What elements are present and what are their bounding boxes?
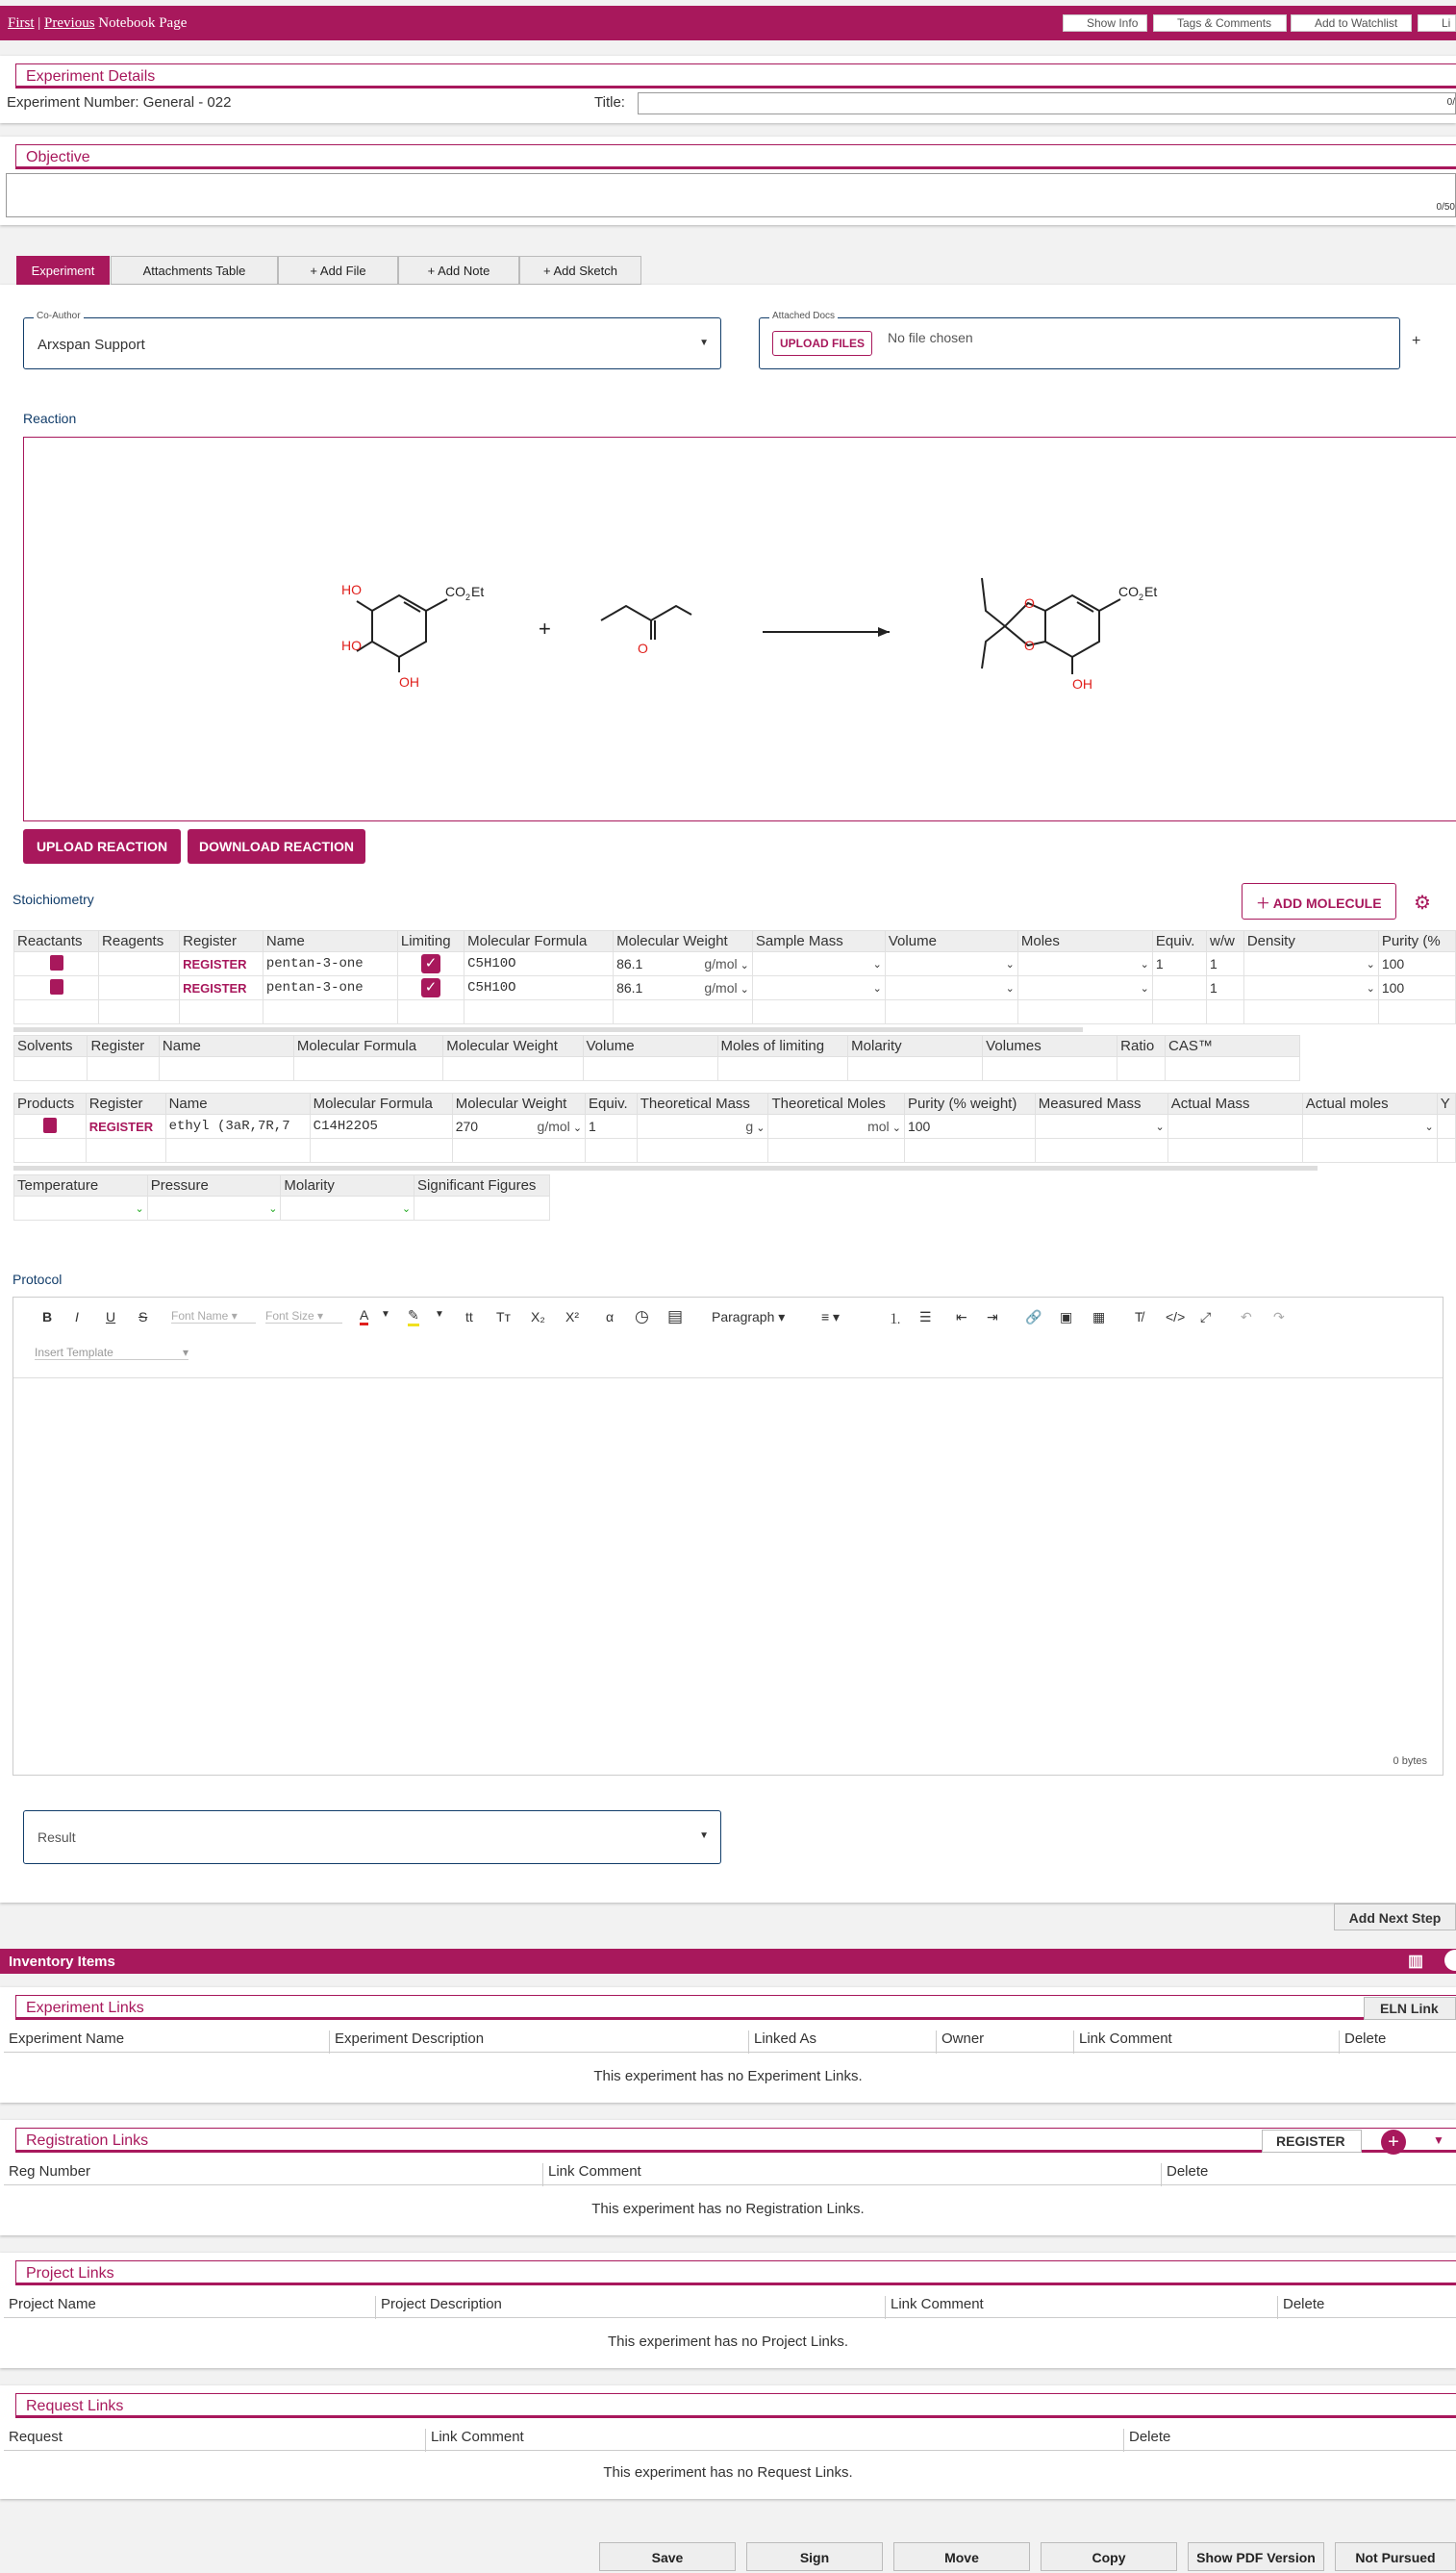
chevron-down-icon: ⌄ [1424, 1121, 1434, 1133]
col-purity: Purity (% [1378, 931, 1455, 952]
conditions-row [14, 1197, 550, 1221]
add-registration-icon[interactable]: + [1381, 2130, 1406, 2155]
font-name-placeholder: Font Name [171, 1309, 229, 1323]
title-counter: 0/ [1446, 97, 1455, 108]
solvents-header-row [14, 1036, 1300, 1057]
add-molecule-label: ADD MOLECULE [1272, 896, 1382, 911]
col-temperature: Temperature [14, 1175, 148, 1197]
add-doc-plus[interactable]: + [1412, 333, 1421, 349]
upload-reaction-button[interactable]: UPLOAD REACTION [23, 829, 181, 864]
protocol-text-area[interactable] [13, 1380, 1443, 1755]
result-select[interactable] [23, 1810, 721, 1864]
experiment-details-section [0, 56, 1456, 123]
product-oh: OH [1072, 676, 1092, 692]
trash-icon[interactable] [50, 979, 63, 995]
col-significant-figures: Significant Figures [414, 1175, 550, 1197]
project-links-header: Project Links [15, 2260, 1456, 2285]
experiment-links-columns [4, 2026, 1456, 2053]
clear-format-icon[interactable]: T̸ [1135, 1309, 1143, 1324]
redo-icon[interactable]: ↷ [1273, 1309, 1285, 1324]
col-mw: Molecular Weight [614, 931, 753, 952]
tab-add-file[interactable]: + Add File [278, 256, 398, 285]
col-formula: Molecular Formula [464, 931, 614, 952]
attached-docs-legend: Attached Docs [769, 311, 838, 321]
insert-template-placeholder: Insert Template [35, 1346, 113, 1359]
col-delete: Delete [1123, 2429, 1170, 2452]
bullet-list-icon[interactable]: ☰ [919, 1309, 932, 1324]
sample-mass-cell[interactable] [752, 952, 885, 976]
col-volume: Volume [885, 931, 1017, 952]
inventory-items-label: Inventory Items [9, 1954, 115, 1970]
bold-icon[interactable]: B [42, 1309, 53, 1324]
download-reaction-button[interactable]: DOWNLOAD REACTION [188, 829, 365, 864]
outdent-icon[interactable]: ⇤ [956, 1309, 967, 1324]
reaction-plus: + [539, 617, 551, 641]
objective-counter: 0/50 [1436, 202, 1455, 213]
col-purity: Purity (% weight) [904, 1094, 1035, 1115]
col-actual-mass: Actual Mass [1167, 1094, 1302, 1115]
unit-select[interactable]: g/mol ⌄ [704, 980, 749, 996]
col-project-name: Project Name [9, 2296, 96, 2312]
pressure-cell[interactable] [147, 1197, 281, 1221]
unit-select[interactable]: g/mol ⌄ [537, 1119, 583, 1134]
superscript-icon[interactable]: X² [565, 1309, 579, 1324]
col-formula: Molecular Formula [310, 1094, 452, 1115]
theoretical-mass-cell[interactable] [637, 1115, 768, 1139]
image-icon[interactable]: ▣ [1060, 1309, 1073, 1324]
col-formula: Molecular Formula [293, 1036, 442, 1057]
sig-figs-cell[interactable] [414, 1197, 550, 1221]
eln-link-button[interactable]: ELN Link [1364, 1997, 1456, 2020]
stoichiometry-label: Stoichiometry [13, 892, 94, 907]
clock-icon[interactable]: ◷ [635, 1307, 649, 1325]
col-equiv: Equiv. [586, 1094, 638, 1115]
chevron-down-icon: ⌄ [1140, 982, 1149, 995]
register-link[interactable]: REGISTER [183, 981, 247, 996]
paragraph-select[interactable]: Paragraph ▾ [712, 1309, 786, 1324]
not-pursued-button[interactable]: Not Pursued [1335, 2542, 1456, 2571]
objective-section [0, 137, 1456, 225]
chevron-down-icon: ▼ [699, 338, 709, 348]
col-limiting: Limiting [397, 931, 464, 952]
experiment-number-value: General - 022 [142, 94, 232, 111]
mw-value: 86.1 [616, 980, 643, 996]
font-size-placeholder: Font Size [265, 1309, 314, 1323]
col-equiv: Equiv. [1152, 931, 1206, 952]
product-row [14, 1115, 1456, 1139]
purity-cell[interactable]: 100 [1378, 976, 1455, 1000]
moles-unit: mol [867, 1119, 890, 1134]
reactants-header-row [14, 931, 1456, 952]
highlight-icon[interactable]: ✎ [408, 1307, 419, 1326]
unit-select[interactable]: mol ⌄ [867, 1119, 901, 1134]
products-table [13, 1093, 1456, 1163]
inventory-items-bar [0, 1949, 1456, 1974]
chevron-down-icon: ⌄ [1155, 1121, 1165, 1133]
col-reactants: Reactants [14, 931, 99, 952]
chevron-down-icon: ⌄ [1366, 982, 1375, 995]
col-volumes: Volumes [983, 1036, 1117, 1057]
products-scrollbar[interactable] [13, 1166, 1318, 1171]
request-links-columns [4, 2424, 1456, 2451]
coauthor-select[interactable] [23, 311, 721, 369]
align-left-icon[interactable]: ≡ ▾ [821, 1309, 841, 1324]
registration-links-columns [4, 2158, 1456, 2185]
font-name-select[interactable]: Font Name ▾ [171, 1309, 256, 1324]
ketone-o: O [638, 641, 648, 656]
mw-unit: g/mol [704, 980, 738, 996]
table-icon[interactable]: ▦ [1092, 1309, 1106, 1324]
sample-mass-cell[interactable] [752, 976, 885, 1000]
limiting-checkbox[interactable]: ✓ [421, 978, 440, 997]
col-ww: w/w [1207, 931, 1244, 952]
project-links-columns [4, 2291, 1456, 2318]
tab-experiment[interactable]: Experiment [16, 256, 110, 285]
notebook-page-text: Notebook Page [98, 15, 188, 31]
col-delete: Delete [1277, 2296, 1324, 2319]
product-co2et: CO [1118, 584, 1139, 599]
registration-links-empty: This experiment has no Registration Links. [591, 2201, 865, 2217]
text-case-icon[interactable]: tt [465, 1309, 473, 1324]
fullscreen-icon[interactable]: ⤢ [1200, 1309, 1212, 1324]
reactant-row [14, 952, 1456, 976]
list-button[interactable]: Li [1418, 14, 1456, 32]
coauthor-value: Arxspan Support [38, 337, 145, 353]
product-mw[interactable] [452, 1115, 585, 1139]
registration-links-header: Registration Links [15, 2128, 1456, 2153]
col-molarity: Molarity [848, 1036, 983, 1057]
theoretical-moles-cell[interactable] [768, 1115, 904, 1139]
move-button[interactable]: Move [893, 2542, 1030, 2571]
limiting-checkbox[interactable]: ✓ [421, 954, 440, 973]
strikethrough-icon[interactable]: S [138, 1309, 148, 1324]
notebook-nav [8, 15, 187, 32]
plus-icon: ＋ [1256, 896, 1273, 911]
project-links-section [0, 2253, 1456, 2368]
title-input[interactable] [638, 92, 1456, 114]
first-link[interactable]: First [8, 15, 35, 31]
registration-links-section [0, 2120, 1456, 2235]
reaction-canvas[interactable] [23, 437, 1456, 821]
chevron-down-icon: ⌄ [1366, 958, 1375, 971]
ww-cell[interactable]: 1 [1207, 952, 1244, 976]
reactants-table [13, 930, 1456, 1024]
col-owner: Owner [936, 2031, 984, 2054]
experiment-number [7, 94, 231, 111]
reactant-co2et: CO [445, 584, 465, 599]
indent-icon[interactable]: ⇥ [987, 1309, 998, 1324]
col-pressure: Pressure [147, 1175, 281, 1197]
text-color-icon[interactable]: A [360, 1307, 368, 1325]
col-register: Register [86, 1094, 165, 1115]
reactant-formula[interactable]: C5H10O [464, 952, 614, 976]
tab-attachments-table[interactable]: Attachments Table [111, 256, 278, 285]
actual-moles-cell[interactable] [1302, 1115, 1437, 1139]
col-name: Name [263, 931, 397, 952]
equiv-cell[interactable]: 1 [1152, 952, 1206, 976]
col-link-comment: Link Comment [885, 2296, 984, 2319]
reaction-label: Reaction [23, 411, 77, 426]
add-to-watchlist-button[interactable]: Add to Watchlist [1291, 14, 1412, 32]
col-yield: Y [1437, 1094, 1455, 1115]
density-cell[interactable] [1243, 976, 1378, 1000]
reactant-mw[interactable] [614, 952, 753, 976]
conditions-header-row [14, 1175, 550, 1197]
reactant-name[interactable]: pentan-3-one [263, 976, 397, 1000]
col-cas: CAS™ [1166, 1036, 1300, 1057]
top-nav-bar [0, 6, 1456, 40]
experiment-details-header: Experiment Details [15, 63, 1456, 88]
paragraph-value: Paragraph [712, 1309, 775, 1324]
col-actual-moles: Actual moles [1302, 1094, 1437, 1115]
font-size-select[interactable]: Font Size ▾ [265, 1309, 342, 1324]
byte-count: 0 bytes [1393, 1755, 1427, 1767]
result-placeholder: Result [38, 1829, 76, 1845]
reactant-ho-bottom: HO [341, 638, 362, 653]
special-chars-icon[interactable]: α [606, 1309, 615, 1324]
chevron-down-icon[interactable]: ▼ [381, 1309, 390, 1320]
col-delete: Delete [1339, 2031, 1386, 2054]
col-name: Name [159, 1036, 293, 1057]
col-request: Request [9, 2429, 63, 2445]
mass-unit: g [745, 1119, 754, 1134]
trash-icon[interactable] [50, 955, 63, 971]
title-label: Title: [594, 94, 625, 111]
undo-icon[interactable]: ↶ [1241, 1309, 1252, 1324]
solvents-table [13, 1035, 1300, 1081]
reactant-co2et-sub: 2 [465, 593, 471, 602]
register-button[interactable]: REGISTER [1262, 2130, 1362, 2153]
chevron-down-icon: ⌄ [268, 1202, 278, 1215]
experiment-links-section [0, 1987, 1456, 2103]
product-name[interactable]: ethyl (3aR,7R,7 [165, 1115, 310, 1139]
sign-button[interactable]: Sign [746, 2542, 883, 2571]
col-mw: Molecular Weight [443, 1036, 583, 1057]
project-links-empty: This experiment has no Project Links. [607, 2333, 849, 2350]
reactant-name[interactable]: pentan-3-one [263, 952, 397, 976]
code-view-icon[interactable]: </> [1166, 1309, 1186, 1324]
protocol-editor [13, 1297, 1443, 1776]
product-equiv[interactable]: 1 [586, 1115, 638, 1139]
col-sample-mass: Sample Mass [752, 931, 885, 952]
col-project-description: Project Description [375, 2296, 502, 2319]
editor-toolbar [13, 1298, 1443, 1378]
previous-link[interactable]: Previous [44, 15, 95, 31]
chevron-down-icon: ▼ [699, 1830, 709, 1841]
request-links-empty: This experiment has no Request Links. [603, 2464, 853, 2481]
products-header-row [14, 1094, 1456, 1115]
tab-add-sketch[interactable]: + Add Sketch [519, 256, 641, 285]
molarity-cell[interactable] [281, 1197, 414, 1221]
col-link-comment: Link Comment [1073, 2031, 1172, 2054]
subscript-icon[interactable]: X₂ [531, 1309, 545, 1324]
no-file-text: No file chosen [888, 330, 973, 345]
save-button[interactable]: Save [599, 2542, 736, 2571]
chevron-down-icon: ⌄ [1140, 958, 1149, 971]
col-solvents: Solvents [14, 1036, 88, 1057]
temperature-cell[interactable] [14, 1197, 148, 1221]
experiment-links-header: Experiment Links [15, 1995, 1456, 2020]
chevron-down-icon[interactable]: ▼ [435, 1309, 444, 1320]
product-o-bottom: O [1024, 638, 1035, 653]
volume-cell[interactable] [885, 976, 1017, 1000]
col-mw: Molecular Weight [452, 1094, 585, 1115]
nav-separator: | [38, 15, 41, 31]
reactant-empty-row [14, 1000, 1456, 1024]
link-icon[interactable]: 🔗 [1025, 1309, 1042, 1324]
barcode-icon[interactable]: ▥ [1408, 1952, 1424, 1970]
col-measured-mass: Measured Mass [1035, 1094, 1167, 1115]
chevron-down-icon[interactable]: ▼ [1433, 2133, 1444, 2147]
chevron-down-icon: ▾ [182, 1346, 188, 1359]
ordered-list-icon[interactable]: ⒈ [889, 1311, 902, 1326]
reactants-scrollbar[interactable] [13, 1027, 1083, 1032]
chevron-down-icon: ⌄ [872, 982, 882, 995]
chevron-down-icon: ⌄ [401, 1202, 412, 1215]
reactant-ho-top: HO [341, 582, 362, 597]
add-molecule-button[interactable] [1242, 883, 1396, 920]
tags-comments-button[interactable]: Tags & Comments [1153, 14, 1287, 32]
col-linked-as: Linked As [748, 2031, 816, 2054]
volume-cell[interactable] [885, 952, 1017, 976]
experiment-number-label: Experiment Number: [7, 94, 139, 111]
col-reg-number: Reg Number [9, 2163, 91, 2180]
reaction-scheme [24, 438, 1456, 822]
product-empty-row [14, 1139, 1456, 1163]
col-moles-limiting: Moles of limiting [717, 1036, 848, 1057]
objective-header: Objective [15, 144, 1456, 169]
gear-icon[interactable]: ⚙ [1414, 893, 1431, 914]
solvent-empty-row [14, 1057, 1300, 1081]
density-cell[interactable] [1243, 952, 1378, 976]
add-inventory-icon[interactable] [1444, 1950, 1456, 1971]
chevron-down-icon: ⌄ [1005, 982, 1015, 995]
actual-mass-cell[interactable] [1167, 1115, 1302, 1139]
chevron-down-icon: ⌄ [872, 958, 882, 971]
show-info-button[interactable]: Show Info [1063, 14, 1147, 32]
product-co2et-sub: 2 [1139, 593, 1144, 602]
col-name: Name [165, 1094, 310, 1115]
reactant-mw[interactable] [614, 976, 753, 1000]
col-register: Register [180, 931, 264, 952]
col-products: Products [14, 1094, 87, 1115]
unit-select[interactable]: g/mol ⌄ [704, 956, 749, 971]
protocol-label: Protocol [13, 1272, 63, 1287]
objective-input[interactable] [6, 173, 1456, 217]
italic-icon[interactable]: I [75, 1309, 79, 1324]
reactant-formula[interactable]: C5H10O [464, 976, 614, 1000]
product-co2et-tail: Et [1144, 584, 1158, 599]
chevron-down-icon: ⌄ [1005, 958, 1015, 971]
yield-cell[interactable] [1437, 1115, 1455, 1139]
col-link-comment: Link Comment [542, 2163, 641, 2186]
col-molarity: Molarity [281, 1175, 414, 1197]
mw-unit: g/mol [537, 1119, 570, 1134]
col-ratio: Ratio [1117, 1036, 1166, 1057]
experiment-links-empty: This experiment has no Experiment Links. [593, 2068, 863, 2084]
col-experiment-description: Experiment Description [329, 2031, 484, 2054]
measured-mass-cell[interactable] [1035, 1115, 1167, 1139]
copy-button[interactable]: Copy [1041, 2542, 1177, 2571]
underline-icon[interactable]: U [106, 1309, 116, 1324]
product-purity[interactable]: 100 [904, 1115, 1035, 1139]
register-link[interactable]: REGISTER [183, 957, 247, 971]
moles-cell[interactable] [1017, 952, 1152, 976]
product-o-top: O [1024, 595, 1035, 611]
mw-value: 86.1 [616, 956, 643, 971]
mw-value: 270 [455, 1119, 479, 1134]
upload-files-button[interactable]: UPLOAD FILES [772, 331, 872, 356]
register-link[interactable]: REGISTER [88, 1120, 154, 1134]
col-reagents: Reagents [99, 931, 180, 952]
chevron-down-icon: ⌄ [135, 1202, 144, 1215]
reactant-co2et-tail: Et [471, 584, 485, 599]
col-moles: Moles [1017, 931, 1152, 952]
show-pdf-button[interactable]: Show PDF Version [1188, 2542, 1324, 2571]
moles-cell[interactable] [1017, 976, 1152, 1000]
request-links-header: Request Links [15, 2393, 1456, 2418]
trash-icon[interactable] [43, 1118, 57, 1133]
reactant-row [14, 976, 1456, 1000]
attached-docs-field [759, 311, 1400, 369]
ww-cell[interactable]: 1 [1207, 976, 1244, 1000]
reactant-oh: OH [399, 674, 419, 690]
col-theoretical-mass: Theoretical Mass [637, 1094, 768, 1115]
mw-unit: g/mol [704, 956, 738, 971]
conditions-table [13, 1174, 550, 1221]
tab-add-note[interactable]: + Add Note [398, 256, 519, 285]
request-links-section [0, 2385, 1456, 2499]
col-link-comment: Link Comment [425, 2429, 524, 2452]
coauthor-legend: Co-Author [34, 311, 84, 321]
col-theoretical-moles: Theoretical Moles [768, 1094, 904, 1115]
col-density: Density [1243, 931, 1378, 952]
col-register: Register [88, 1036, 159, 1057]
add-next-step-button[interactable]: Add Next Step [1334, 1904, 1456, 1930]
font-transform-icon[interactable]: Tт [496, 1309, 511, 1324]
purity-cell[interactable]: 100 [1378, 952, 1455, 976]
insert-template-select[interactable] [35, 1346, 188, 1360]
template-icon[interactable]: ▤ [667, 1307, 684, 1325]
col-experiment-name: Experiment Name [9, 2031, 125, 2047]
col-delete: Delete [1161, 2163, 1208, 2186]
col-volume: Volume [583, 1036, 717, 1057]
product-formula[interactable]: C14H22O5 [310, 1115, 452, 1139]
equiv-cell[interactable] [1152, 976, 1206, 1000]
unit-select[interactable]: g ⌄ [745, 1119, 766, 1134]
